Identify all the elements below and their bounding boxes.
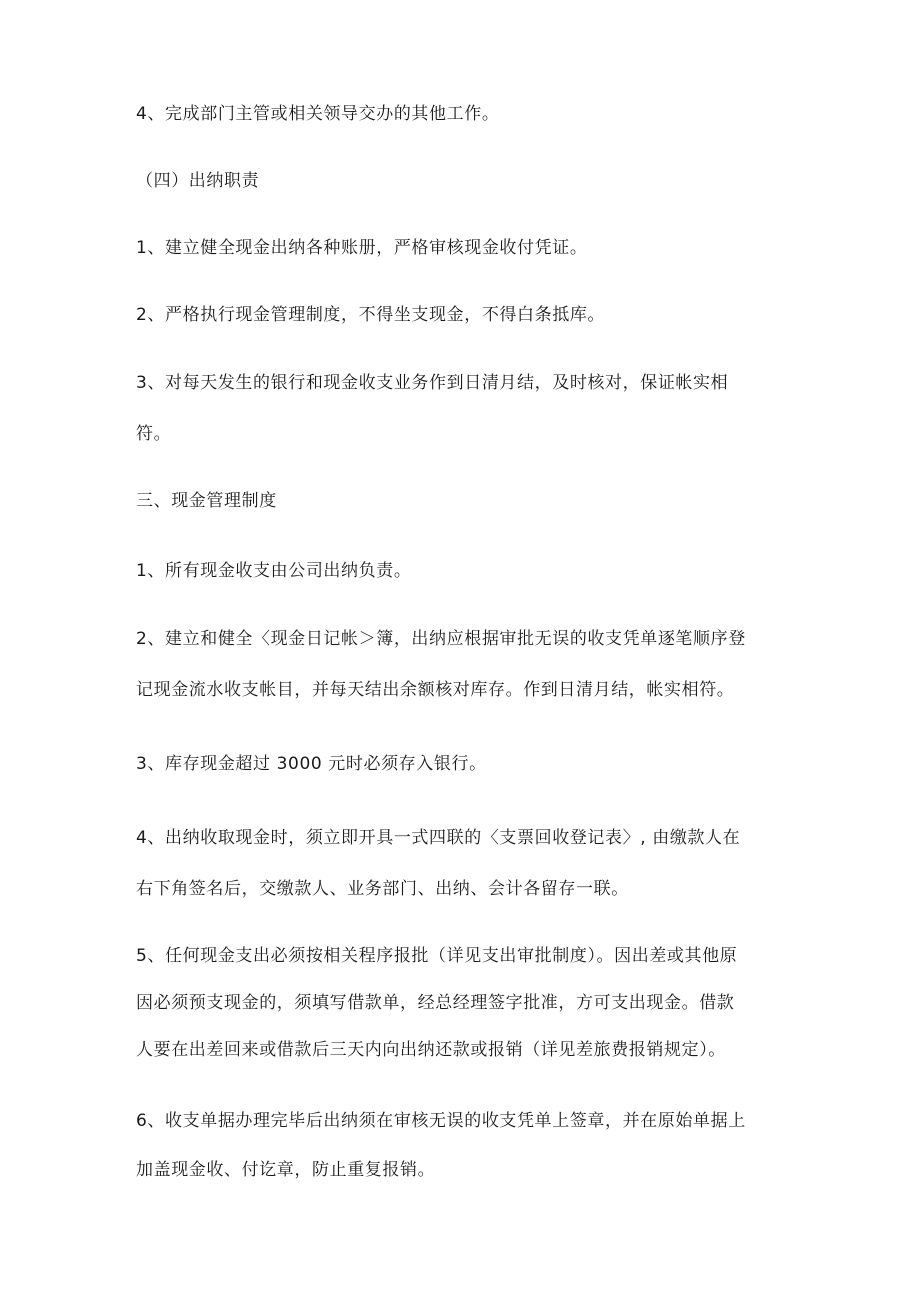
paragraph-cash-rule-4-cont: 右下角签名后，交缴款人、业务部门、出纳、会计各留存一联。: [136, 879, 629, 899]
paragraph-cash-rule-2: 2、建立和健全〈现金日记帐＞簿，出纳应根据审批无误的收支凭单逐笔顺序登: [136, 629, 746, 649]
paragraph-cash-rule-5-cont-1: 因必须预支现金的，须填写借款单，经总经理签字批准，方可支出现金。借款: [136, 993, 735, 1013]
paragraph-cash-rule-1: 1、所有现金收支由公司出纳负责。: [136, 561, 412, 581]
paragraph-cash-rule-2-cont: 记现金流水收支帐目，并每天结出余额核对库存。作到日清月结，帐实相符。: [136, 680, 735, 700]
paragraph-cash-rule-6-cont: 加盖现金收、付讫章，防止重复报销。: [136, 1160, 436, 1180]
paragraph-cash-rule-5: 5、任何现金支出必须按相关程序报批（详见支出审批制度）。因出差或其他原: [136, 946, 738, 966]
section-heading-cash-management: 三、现金管理制度: [136, 491, 277, 511]
paragraph-cash-rule-3: 3、库存现金超过 3000 元时必须存入银行。: [136, 754, 487, 774]
section-heading-cashier-duties: （四）出纳职责: [136, 171, 260, 191]
paragraph-item-4-duties: 4、完成部门主管或相关领导交办的其他工作。: [136, 104, 500, 124]
paragraph-cash-rule-4: 4、出纳收取现金时，须立即开具一式四联的〈支票回收登记表〉, 由缴款人在: [136, 828, 741, 848]
paragraph-cashier-duty-2: 2、严格执行现金管理制度，不得坐支现金，不得白条抵库。: [136, 305, 606, 325]
paragraph-cashier-duty-3: 3、对每天发生的银行和现金收支业务作到日清月结，及时核对，保证帐实相: [136, 373, 729, 393]
paragraph-cash-rule-6: 6、收支单据办理完毕后出纳须在审核无误的收支凭单上签章，并在原始单据上: [136, 1111, 746, 1131]
paragraph-cashier-duty-1: 1、建立健全现金出纳各种账册，严格审核现金收付凭证。: [136, 238, 588, 258]
paragraph-cash-rule-5-cont-2: 人要在出差回来或借款后三天内向出纳还款或报销（详见差旅费报销规定）。: [136, 1040, 726, 1060]
paragraph-cashier-duty-3-cont: 符。: [136, 424, 172, 444]
